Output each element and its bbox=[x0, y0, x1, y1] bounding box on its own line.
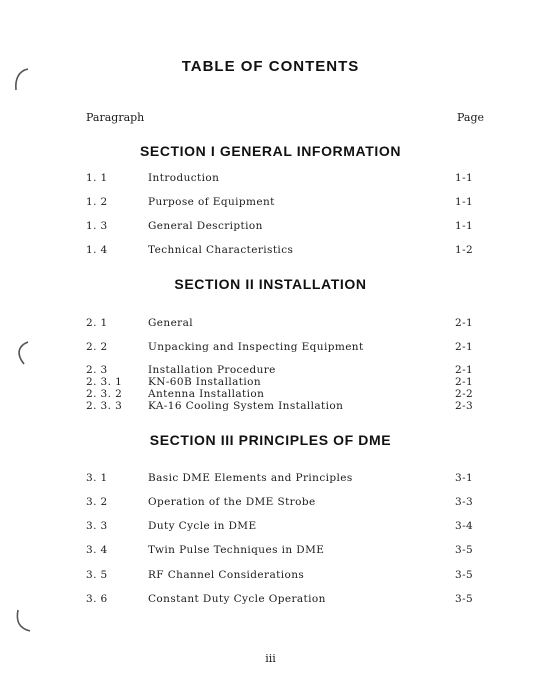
column-header-page: Page bbox=[457, 111, 485, 124]
entry-title: RF Channel Considerations bbox=[148, 569, 305, 581]
entry-number: 3. 2 bbox=[86, 496, 108, 508]
entry-number: 1. 4 bbox=[86, 244, 108, 256]
entry-title: KN-60B Installation bbox=[148, 376, 262, 388]
toc-entry[interactable] bbox=[0, 244, 541, 258]
entry-number: 3. 5 bbox=[86, 569, 108, 581]
entry-title: Antenna Installation bbox=[148, 388, 265, 400]
section-heading: SECTION II INSTALLATION bbox=[174, 276, 367, 292]
entry-page: 1-1 bbox=[455, 172, 474, 184]
punch-hole-mark bbox=[10, 608, 32, 634]
entry-number: 2. 1 bbox=[86, 317, 108, 329]
entry-number: 2. 3 bbox=[86, 364, 108, 376]
toc-entry[interactable] bbox=[0, 472, 541, 486]
entry-page: 3-5 bbox=[455, 544, 474, 556]
entry-title: Duty Cycle in DME bbox=[148, 520, 257, 532]
entry-title: Installation Procedure bbox=[148, 364, 276, 376]
entry-page: 3-5 bbox=[455, 593, 474, 605]
entry-number: 3. 1 bbox=[86, 472, 108, 484]
entry-title: Technical Characteristics bbox=[148, 244, 294, 256]
entry-page: 1-1 bbox=[455, 220, 474, 232]
entry-number: 2. 2 bbox=[86, 341, 108, 353]
entry-number: 1. 3 bbox=[86, 220, 108, 232]
toc-entry[interactable] bbox=[0, 400, 541, 414]
toc-entry[interactable] bbox=[0, 593, 541, 607]
toc-entry[interactable] bbox=[0, 317, 541, 331]
entry-page: 2-1 bbox=[455, 376, 474, 388]
toc-entry[interactable] bbox=[0, 544, 541, 558]
entry-number: 2. 3. 2 bbox=[86, 388, 123, 400]
entry-page: 2-1 bbox=[455, 341, 474, 353]
entry-title: KA-16 Cooling System Installation bbox=[148, 400, 344, 412]
toc-entry[interactable] bbox=[0, 341, 541, 355]
toc-entry[interactable] bbox=[0, 520, 541, 534]
entry-page: 1-2 bbox=[455, 244, 474, 256]
toc-entry[interactable] bbox=[0, 196, 541, 210]
toc-entry[interactable] bbox=[0, 172, 541, 186]
entry-page: 3-1 bbox=[455, 472, 474, 484]
entry-title: Unpacking and Inspecting Equipment bbox=[148, 341, 364, 353]
entry-title: General bbox=[148, 317, 194, 329]
page-title: TABLE OF CONTENTS bbox=[181, 58, 360, 75]
entry-number: 3. 4 bbox=[86, 544, 108, 556]
entry-title: Basic DME Elements and Principles bbox=[148, 472, 353, 484]
entry-number: 1. 1 bbox=[86, 172, 108, 184]
column-header-paragraph: Paragraph bbox=[86, 111, 145, 124]
entry-page: 3-5 bbox=[455, 569, 474, 581]
entry-title: Constant Duty Cycle Operation bbox=[148, 593, 326, 605]
entry-title: Purpose of Equipment bbox=[148, 196, 275, 208]
entry-number: 3. 6 bbox=[86, 593, 108, 605]
section-heading: SECTION I GENERAL INFORMATION bbox=[139, 143, 402, 159]
entry-title: Twin Pulse Techniques in DME bbox=[148, 544, 325, 556]
toc-entry[interactable] bbox=[0, 220, 541, 234]
page-number: iii bbox=[265, 652, 276, 665]
entry-page: 3-4 bbox=[455, 520, 474, 532]
section-heading: SECTION III PRINCIPLES OF DME bbox=[149, 432, 392, 448]
entry-number: 1. 2 bbox=[86, 196, 108, 208]
entry-number: 3. 3 bbox=[86, 520, 108, 532]
entry-page: 2-1 bbox=[455, 317, 474, 329]
entry-number: 2. 3. 3 bbox=[86, 400, 123, 412]
entry-page: 3-3 bbox=[455, 496, 474, 508]
entry-page: 2-2 bbox=[455, 388, 474, 400]
toc-entry[interactable] bbox=[0, 569, 541, 583]
toc-entry[interactable] bbox=[0, 496, 541, 510]
entry-title: General Description bbox=[148, 220, 263, 232]
entry-page: 2-1 bbox=[455, 364, 474, 376]
entry-title: Introduction bbox=[148, 172, 220, 184]
entry-number: 2. 3. 1 bbox=[86, 376, 123, 388]
entry-title: Operation of the DME Strobe bbox=[148, 496, 316, 508]
entry-page: 2-3 bbox=[455, 400, 474, 412]
entry-page: 1-1 bbox=[455, 196, 474, 208]
